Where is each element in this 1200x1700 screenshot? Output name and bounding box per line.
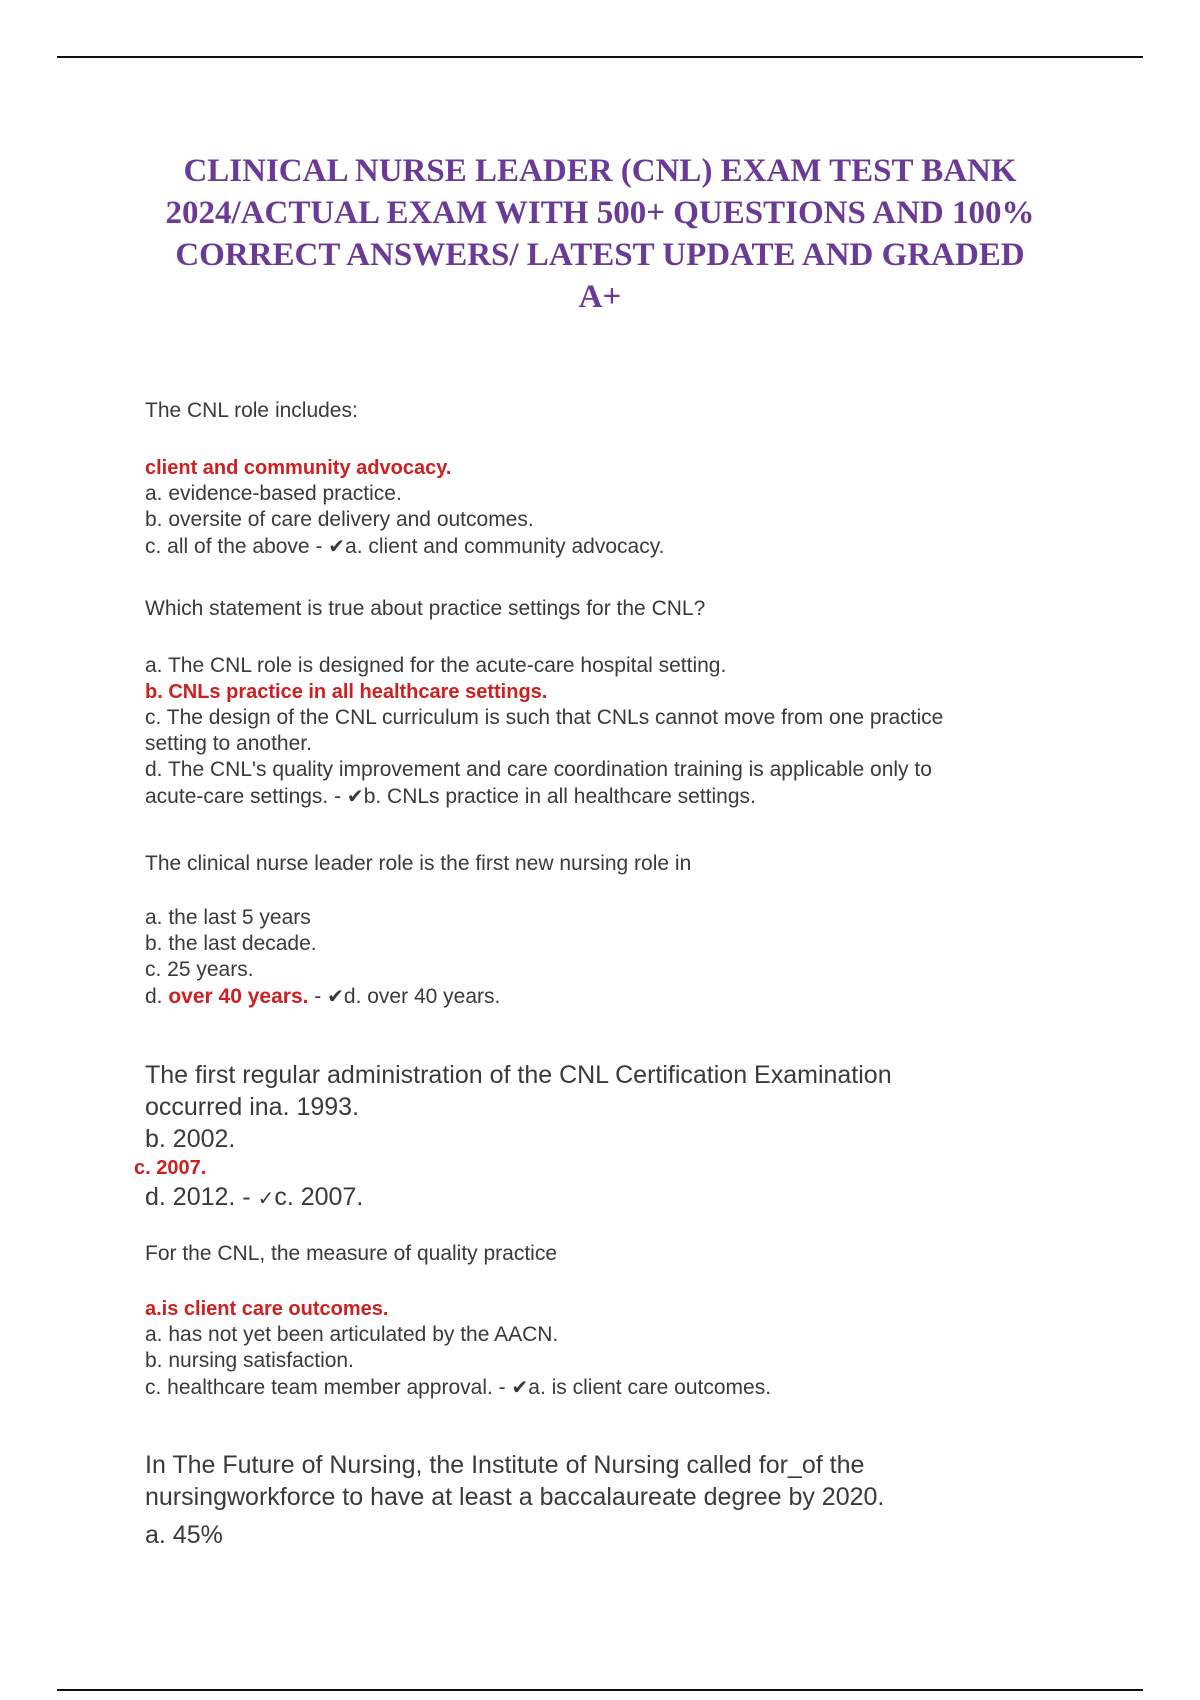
answer-list-3 xyxy=(145,905,1085,1010)
option-item: a. the last 5 years xyxy=(145,906,311,929)
title-line: CORRECT ANSWERS/ LATEST UPDATE AND GRADED xyxy=(175,237,1025,273)
title-line: CLINICAL NURSE LEADER (CNL) EXAM TEST BANK xyxy=(183,153,1017,189)
question-block-6 xyxy=(145,1449,1085,1551)
answer-text: d. over 40 years. xyxy=(343,985,501,1008)
option-item: a. evidence-based practice. xyxy=(145,482,402,505)
answer-list-2 xyxy=(145,653,1085,810)
question-text: The CNL role includes: xyxy=(145,399,358,422)
option-item: d. over 40 years. - ✔d. over 40 years. xyxy=(145,984,501,1008)
option-item: c. healthcare team member approval. - ✔a. is client care outcomes. xyxy=(145,1375,772,1399)
answer-text: b. CNLs practice in all healthcare settings. xyxy=(363,785,756,808)
option-item: b. oversite of care delivery and outcomes. xyxy=(145,508,534,531)
correct-answer-highlight: client and community advocacy. xyxy=(145,457,452,479)
option-item: d. The CNL's quality improvement and care coordination training is applicable only to xyxy=(145,758,932,781)
question-text: nursingworkforce to have at least a baccalaureate degree by 2020. xyxy=(145,1483,885,1511)
question-block-2 xyxy=(145,596,1085,622)
option-item: b. 2002. xyxy=(145,1125,236,1153)
check-icon: ✓ xyxy=(257,1186,275,1210)
check-icon: ✔ xyxy=(346,784,364,808)
option-item: acute-care settings. - ✔b. CNLs practice in all healthcare settings. xyxy=(145,784,756,808)
option-item: a. 45% xyxy=(145,1521,223,1549)
option-item: b. the last decade. xyxy=(145,932,317,955)
document-title xyxy=(120,150,1080,318)
correct-answer-highlight: c. 2007. xyxy=(134,1157,207,1179)
question-block-5 xyxy=(145,1241,1085,1267)
option-item: b. nursing satisfaction. xyxy=(145,1349,354,1372)
title-line: 2024/ACTUAL EXAM WITH 500+ QUESTIONS AND 100% xyxy=(165,195,1035,231)
top-rule xyxy=(57,56,1143,58)
correct-answer-highlight: a.is client care outcomes. xyxy=(145,1298,389,1320)
answer-text: a. is client care outcomes. xyxy=(528,1376,772,1399)
option-item: c. 25 years. xyxy=(145,958,254,981)
title-line: A+ xyxy=(578,279,622,315)
question-text: The clinical nurse leader role is the first new nursing role in xyxy=(145,852,692,875)
option-item: c. all of the above - ✔a. client and community advocacy. xyxy=(145,534,665,558)
question-text: The first regular administration of the CNL Certification Examination xyxy=(145,1061,892,1089)
question-text: Which statement is true about practice settings for the CNL? xyxy=(145,597,706,620)
option-item: c. The design of the CNL curriculum is such that CNLs cannot move from one practice xyxy=(145,706,944,729)
bottom-rule xyxy=(57,1689,1143,1691)
question-block-4 xyxy=(134,1059,1085,1214)
question-text: For the CNL, the measure of quality practice xyxy=(145,1242,558,1265)
option-item: a. The CNL role is designed for the acute-care hospital setting. xyxy=(145,654,727,677)
correct-answer-highlight: over 40 years. xyxy=(168,985,309,1008)
option-item: setting to another. xyxy=(145,732,312,755)
answer-list-1 xyxy=(145,455,1085,560)
check-icon: ✔ xyxy=(327,984,344,1008)
option-item: a. has not yet been articulated by the AACN. xyxy=(145,1323,559,1346)
check-icon: ✔ xyxy=(328,534,346,558)
question-text: occurred ina. 1993. xyxy=(145,1093,360,1121)
question-text: In The Future of Nursing, the Institute of Nursing called for_of the xyxy=(145,1451,865,1479)
answer-text: c. 2007. xyxy=(274,1183,364,1211)
answer-list-5 xyxy=(145,1296,1085,1401)
question-block-1 xyxy=(145,398,1085,424)
check-icon: ✔ xyxy=(511,1375,529,1399)
question-block-3 xyxy=(145,851,1085,877)
option-item: d. 2012. - ✓c. 2007. xyxy=(145,1183,364,1211)
correct-answer-highlight: b. CNLs practice in all healthcare settings. xyxy=(145,681,548,703)
answer-text: a. client and community advocacy. xyxy=(345,535,665,558)
